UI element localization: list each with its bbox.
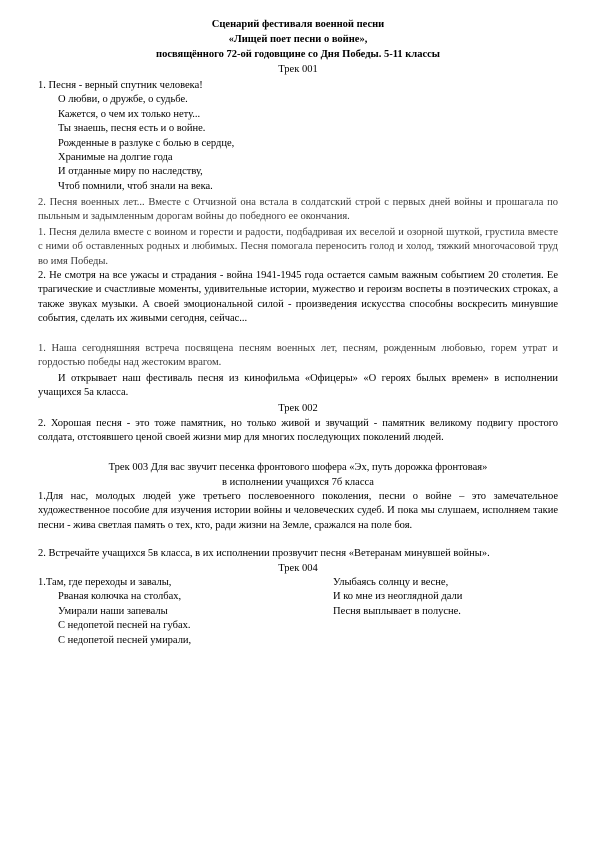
paragraph-9: 2. Встречайте учащихся 5в класса, в их исполнении прозвучит песня «Ветеранам минувшей войны».: [38, 548, 490, 559]
poem-line: О любви, о дружбе, о судьбе.: [58, 94, 188, 106]
paragraph-5: 1. Наша сегодняшняя встреча посвящена песням военных лет, песням, рожденным любовью, горем утрат и гордостью победы над жестоким врагом.: [38, 343, 558, 369]
poem-2-right-column: [333, 576, 533, 619]
poem-line: Чтоб помнили, чтоб знали на века.: [58, 180, 213, 192]
paragraph-4: 2. Не смотря на все ужасы и страдания - война 1941-1945 года остается самым важным событием 20 столетия. Ее трагические и счастливые моменты, удивительные истории, мужество и героизм воспеты в поэтических строках, а также звуках музыки. А своей эмоциональной силой - произведения искусства способны воскресить минувшие события, сделать их живыми сегодня, сейчас...: [38, 270, 558, 325]
doc-title-line3: посвящённого 72-ой годовщине со Дня Победы. 5-11 классы: [156, 49, 440, 60]
track-heading-004: Трек 004: [278, 563, 318, 574]
poem-line: Умирали наши запевалы: [58, 605, 168, 617]
poem-line: С недопетой песней на губах.: [58, 620, 191, 632]
doc-title-line2: «Лищей поет песни о войне»,: [228, 34, 368, 45]
paragraph-2: 2. Песня военных лет... Вместе с Отчизной она встала в солдатский строй с первых дней войны и прошагала по пыльным и задымленным дорогам войны до победного ее окончания.: [38, 197, 558, 223]
paragraph-8: 1.Для нас, молодых людей уже третьего послевоенного поколения, песни о войне – это замечательное художественное пособие для изучения истории войны и человеческих судеб. И пока мы слушаем, исполняем такие песни - жива светлая память о тех, кто, ради жизни на Земле, сражался на поле боя.: [38, 491, 558, 531]
poem-line: Хранимые на долгие года: [58, 152, 173, 164]
track-heading-002: Трек 002: [278, 403, 318, 414]
poem-line: Улыбаясь солнцу и весне,: [333, 577, 449, 588]
poem-line: 1. Песня - верный спутник человека!: [38, 80, 203, 91]
poem-line: Кажется, о чем их только нету...: [58, 108, 201, 120]
track-003-performers: в исполнении учащихся 7б класса: [222, 477, 374, 488]
poem-line: Рожденные в разлуке с болью в сердце,: [58, 137, 235, 149]
poem-line: И ко мне из неоглядной дали: [333, 591, 463, 603]
track-heading-001: Трек 001: [278, 64, 318, 75]
poem-1: [38, 79, 558, 194]
poem-line: С недопетой песней умирали,: [58, 634, 192, 646]
poem-line: 1.Там, где переходы и завалы,: [38, 577, 172, 588]
poem-line: Рваная колючка на столбах,: [58, 591, 182, 603]
track-heading-003: Трек 003 Для вас звучит песенка фронтового шофера «Эх, путь дорожка фронтовая»: [108, 462, 488, 473]
doc-title-line1: Сценарий фестиваля военной песни: [211, 19, 385, 30]
poem-line: Ты знаешь, песня есть и о войне.: [58, 123, 206, 135]
paragraph-6: И открывает наш фестиваль песня из кинофильма «Офицеры» «О героях былых времен» в исполнении учащихся 5а класса.: [38, 373, 558, 399]
paragraph-7: 2. Хорошая песня - это тоже памятник, но только живой и звучащий - памятник великому подвигу простого солдата, отстоявшего ценой своей жизни мир для многих последующих поколений людей.: [38, 418, 558, 444]
poem-line: И отданные миру по наследству,: [58, 166, 203, 178]
poem-line: Песня выплывает в полусне.: [333, 605, 461, 617]
paragraph-3: 1. Песня делила вместе с воином и горести и радости, подбадривая их веселой и озорной шуткой, грустила вместе с ними об оставленных родных и любимых. Песня помогала переносить голод и холод, тяжкий многочасовой труд во имя Победы.: [38, 227, 558, 267]
